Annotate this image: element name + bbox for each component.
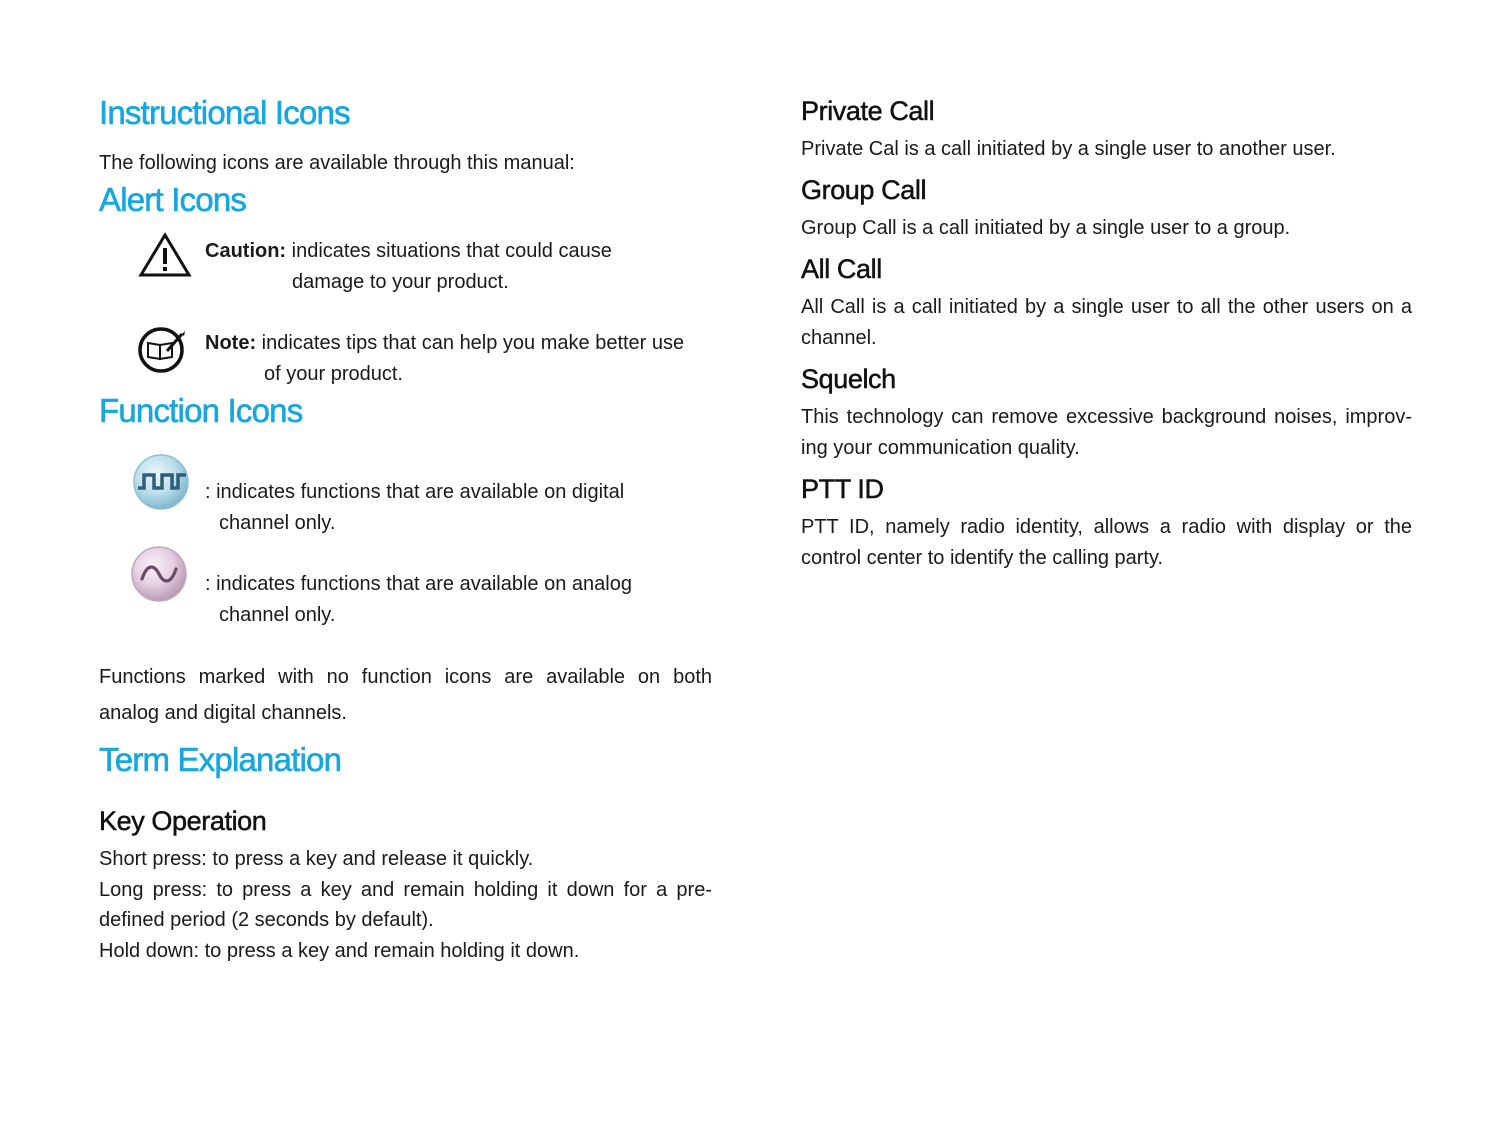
function-icons-heading: Function Icons [99, 392, 303, 429]
all-call-text-1: All Call is a call initiated by a single user to all the other users on a [801, 296, 1412, 318]
analog-text-1: : indicates functions that are available on analog [205, 573, 632, 595]
note-label: Note: [205, 332, 257, 354]
caution-text-1: indicates situations that could cause [291, 240, 612, 262]
analog-text-2: channel only. [219, 604, 336, 626]
note-line-1 [205, 333, 684, 353]
key-operation-line-2: Long press: to press a key and remain holding it down for a pre- [99, 879, 712, 901]
squelch-text-1: This technology can remove excessive background noises, improv- [801, 406, 1412, 428]
all-call-heading: All Call [801, 254, 882, 284]
functions-note-1: Functions marked with no function icons are available on both [99, 666, 712, 688]
note-text-2: of your product. [264, 363, 403, 385]
instructional-icons-heading: Instructional Icons [99, 94, 350, 131]
key-operation-line-3: defined period (2 seconds by default). [99, 909, 434, 931]
analog-channel-icon [130, 544, 190, 606]
ptt-id-text-2: control center to identify the calling party. [801, 547, 1164, 569]
digital-channel-icon [132, 453, 192, 513]
key-operation-line-1: Short press: to press a key and release it quickly. [99, 848, 534, 870]
private-call-text: Private Cal is a call initiated by a single user to another user. [801, 138, 1336, 160]
private-call-heading: Private Call [801, 96, 935, 126]
key-operation-line-4: Hold down: to press a key and remain holding it down. [99, 940, 580, 962]
caution-text-2: damage to your product. [292, 271, 509, 293]
note-book-icon [138, 326, 188, 374]
caution-line-1 [205, 241, 612, 261]
key-operation-heading: Key Operation [99, 806, 267, 836]
ptt-id-heading: PTT ID [801, 474, 884, 504]
caution-triangle-icon [138, 232, 192, 278]
all-call-text-2: channel. [801, 327, 877, 349]
term-explanation-heading: Term Explanation [99, 741, 342, 778]
group-call-text: Group Call is a call initiated by a single user to a group. [801, 217, 1291, 239]
ptt-id-text-1: PTT ID, namely radio identity, allows a radio with display or the [801, 516, 1412, 538]
digital-text-1: : indicates functions that are available on digital [205, 481, 625, 503]
intro-text: The following icons are available through this manual: [99, 152, 575, 174]
note-text-1: indicates tips that can help you make better use [261, 332, 685, 354]
caution-label: Caution: [205, 240, 287, 262]
digital-text-2: channel only. [219, 512, 336, 534]
squelch-text-2: ing your communication quality. [801, 437, 1080, 459]
functions-note-2: analog and digital channels. [99, 702, 347, 724]
squelch-heading: Squelch [801, 364, 896, 394]
group-call-heading: Group Call [801, 175, 927, 205]
alert-icons-heading: Alert Icons [99, 181, 247, 218]
